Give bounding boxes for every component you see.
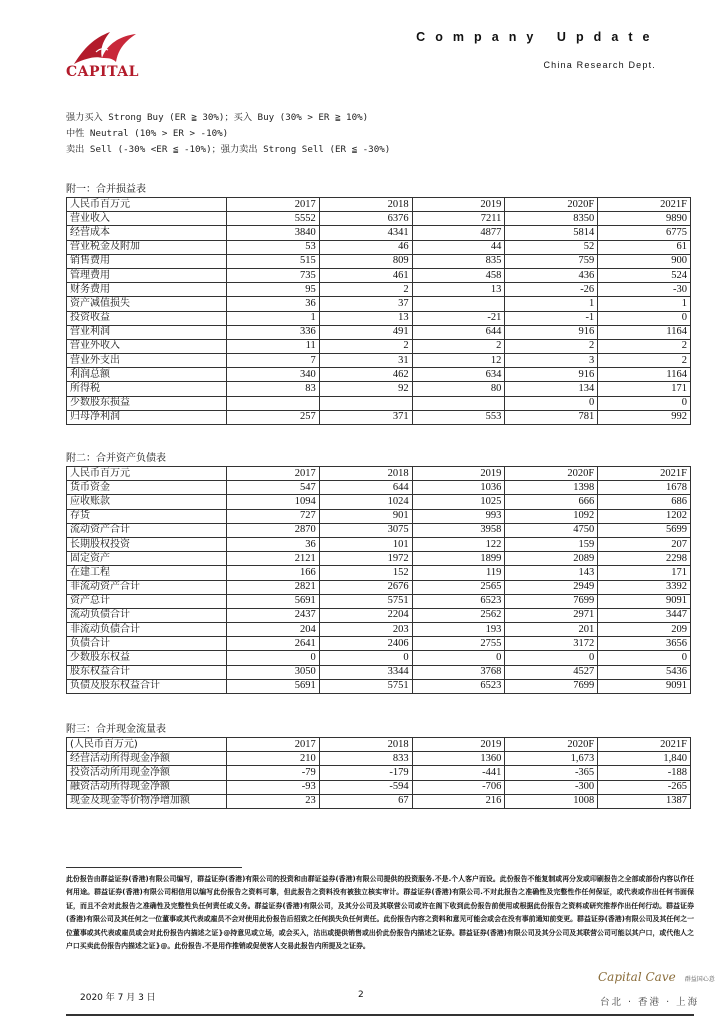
table-cell: 340 — [227, 368, 320, 382]
table-cell: 553 — [412, 410, 505, 424]
year-header: 2020F — [505, 198, 598, 212]
table-cell: 4877 — [412, 226, 505, 240]
table-cell: 1094 — [227, 495, 320, 509]
table-cell: -365 — [505, 766, 598, 780]
table-cell: 80 — [412, 382, 505, 396]
table-cell: 2562 — [412, 608, 505, 622]
table-cell: 2 — [505, 339, 598, 353]
table-header-row — [67, 467, 691, 481]
table-caption: 附三：合并现金流量表 — [66, 724, 166, 735]
table-cell: -26 — [505, 283, 598, 297]
table-cell: 9091 — [598, 594, 691, 608]
table-cell: 1202 — [598, 509, 691, 523]
row-label: 营业利润 — [67, 325, 227, 339]
table-cell: 2437 — [227, 608, 320, 622]
year-header: 2020F — [505, 467, 598, 481]
table-cell: 119 — [412, 566, 505, 580]
financial-table — [66, 737, 691, 809]
table-cell: 1,840 — [598, 752, 691, 766]
table-row — [67, 382, 691, 396]
year-header: 2018 — [319, 467, 412, 481]
table-cell: -1 — [505, 311, 598, 325]
table-cell: 2 — [319, 339, 412, 353]
table-cell: 992 — [598, 410, 691, 424]
table-cell: 1025 — [412, 495, 505, 509]
table-row — [67, 268, 691, 282]
bird-logo-icon — [66, 28, 140, 68]
table-cell: 634 — [412, 368, 505, 382]
table-row — [67, 212, 691, 226]
year-header: 2021F — [598, 467, 691, 481]
table-header-row — [67, 198, 691, 212]
income-statement — [66, 183, 690, 425]
row-label: 所得税 — [67, 382, 227, 396]
table-cell: 6376 — [319, 212, 412, 226]
table-cell: 3344 — [319, 665, 412, 679]
table-row — [67, 608, 691, 622]
year-header: 2019 — [412, 198, 505, 212]
table-cell: 0 — [319, 651, 412, 665]
table-cell: 52 — [505, 240, 598, 254]
table-cell: 1164 — [598, 325, 691, 339]
financial-table — [66, 197, 691, 425]
table-cell: 5436 — [598, 665, 691, 679]
table-row — [67, 566, 691, 580]
row-label: 负债及股东权益合计 — [67, 679, 227, 693]
table-cell: 209 — [598, 623, 691, 637]
table-row — [67, 752, 691, 766]
row-label: 营业外收入 — [67, 339, 227, 353]
table-cell: 3840 — [227, 226, 320, 240]
year-header: 2021F — [598, 198, 691, 212]
table-cell: 5691 — [227, 594, 320, 608]
table-cell: 2406 — [319, 637, 412, 651]
table-cell: 152 — [319, 566, 412, 580]
table-cell: 2298 — [598, 552, 691, 566]
table-cell: 1 — [598, 297, 691, 311]
table-cell: 83 — [227, 382, 320, 396]
table-cell: 5751 — [319, 594, 412, 608]
table-cell: 9890 — [598, 212, 691, 226]
row-label: 应收账款 — [67, 495, 227, 509]
table-header-row — [67, 738, 691, 752]
row-label: 少数股东损益 — [67, 396, 227, 410]
table-cell: 1 — [505, 297, 598, 311]
table-cell: 666 — [505, 495, 598, 509]
table-cell: 2949 — [505, 580, 598, 594]
table-cell: 7211 — [412, 212, 505, 226]
year-header: 2018 — [319, 198, 412, 212]
table-cell: 134 — [505, 382, 598, 396]
table-cell: 2 — [598, 339, 691, 353]
table-cell: 5814 — [505, 226, 598, 240]
cash-flow-statement — [66, 723, 690, 809]
financial-table — [66, 466, 691, 694]
table-cell: 833 — [319, 752, 412, 766]
table-cell: 1387 — [598, 794, 691, 808]
year-header: 2019 — [412, 738, 505, 752]
year-header: 2021F — [598, 738, 691, 752]
table-row — [67, 780, 691, 794]
row-label: 货币资金 — [67, 481, 227, 495]
table-cell: 524 — [598, 268, 691, 282]
row-label: 存货 — [67, 509, 227, 523]
table-cell: -179 — [319, 766, 412, 780]
rating-line-buy: 强力买入 Strong Buy (ER ≧ 30%)；买入 Buy (30% > ER ≧ 10%) — [66, 112, 369, 123]
table-row — [67, 368, 691, 382]
table-cell: 491 — [319, 325, 412, 339]
table-cell: 644 — [319, 481, 412, 495]
table-cell: 3050 — [227, 665, 320, 679]
year-header: 2017 — [227, 467, 320, 481]
row-label: 经营活动所得现金净额 — [67, 752, 227, 766]
table-cell: 201 — [505, 623, 598, 637]
table-row — [67, 354, 691, 368]
table-cell: 6523 — [412, 679, 505, 693]
row-label: 现金及现金等价物净增加额 — [67, 794, 227, 808]
department-subtitle: China Research Dept. — [543, 60, 656, 70]
table-cell: 1092 — [505, 509, 598, 523]
row-label: 营业外支出 — [67, 354, 227, 368]
table-cell: 686 — [598, 495, 691, 509]
table-cell: 1 — [227, 311, 320, 325]
table-cell: 122 — [412, 537, 505, 551]
table-cell: 3 — [505, 354, 598, 368]
table-cell: 3075 — [319, 523, 412, 537]
table-cell: 458 — [412, 268, 505, 282]
table-row — [67, 523, 691, 537]
table-row — [67, 679, 691, 693]
table-cell: 1008 — [505, 794, 598, 808]
row-label: 投资活动所用现金净额 — [67, 766, 227, 780]
table-row — [67, 311, 691, 325]
table-caption: 附一：合并损益表 — [66, 184, 146, 195]
table-cell: 216 — [412, 794, 505, 808]
table-cell: 1972 — [319, 552, 412, 566]
table-cell: -30 — [598, 283, 691, 297]
row-label: 销售费用 — [67, 254, 227, 268]
table-row — [67, 637, 691, 651]
table-cell: -79 — [227, 766, 320, 780]
table-row — [67, 226, 691, 240]
table-cell — [412, 396, 505, 410]
row-label: 资产总计 — [67, 594, 227, 608]
unit-label: 人民币百万元 — [67, 467, 227, 481]
page-number: 2 — [358, 990, 364, 1000]
table-cell: 371 — [319, 410, 412, 424]
table-cell: 36 — [227, 537, 320, 551]
table-cell: 0 — [505, 396, 598, 410]
table-cell: 204 — [227, 623, 320, 637]
table-cell: 12 — [412, 354, 505, 368]
row-label: 利润总额 — [67, 368, 227, 382]
table-cell: 727 — [227, 509, 320, 523]
table-cell: 2 — [319, 283, 412, 297]
year-header: 2018 — [319, 738, 412, 752]
table-row — [67, 339, 691, 353]
table-cell: 1,673 — [505, 752, 598, 766]
table-row — [67, 665, 691, 679]
brand-cn: 群益国心意 — [684, 976, 715, 983]
year-header: 2017 — [227, 198, 320, 212]
footnote-rule — [66, 867, 242, 868]
row-label: 流动资产合计 — [67, 523, 227, 537]
table-row — [67, 240, 691, 254]
brand-script: Capital Cave — [598, 970, 676, 984]
table-cell: 0 — [598, 311, 691, 325]
table-row — [67, 495, 691, 509]
table-cell: 1360 — [412, 752, 505, 766]
table-cell: 6523 — [412, 594, 505, 608]
table-row — [67, 766, 691, 780]
office-cities: 台北 · 香港 · 上海 — [600, 997, 700, 1008]
table-cell: 515 — [227, 254, 320, 268]
table-cell: 95 — [227, 283, 320, 297]
table-cell: 1398 — [505, 481, 598, 495]
table-cell: -300 — [505, 780, 598, 794]
table-cell: 336 — [227, 325, 320, 339]
table-cell: -594 — [319, 780, 412, 794]
table-cell: 2870 — [227, 523, 320, 537]
table-cell: 4750 — [505, 523, 598, 537]
table-row — [67, 297, 691, 311]
table-cell: 37 — [319, 297, 412, 311]
table-cell: 101 — [319, 537, 412, 551]
table-row — [67, 651, 691, 665]
table-cell: 0 — [227, 651, 320, 665]
table-cell: 735 — [227, 268, 320, 282]
year-header: 2017 — [227, 738, 320, 752]
table-cell: 2089 — [505, 552, 598, 566]
table-cell: 44 — [412, 240, 505, 254]
table-cell: 2641 — [227, 637, 320, 651]
table-cell: -188 — [598, 766, 691, 780]
table-cell: 171 — [598, 382, 691, 396]
table-cell: 6775 — [598, 226, 691, 240]
rating-line-neutral: 中性 Neutral (10% > ER > -10%) — [66, 128, 229, 139]
table-cell: 31 — [319, 354, 412, 368]
table-cell: 1899 — [412, 552, 505, 566]
table-cell: 547 — [227, 481, 320, 495]
footer-rule — [66, 1014, 694, 1016]
table-cell: 2565 — [412, 580, 505, 594]
table-row — [67, 325, 691, 339]
row-label: 投资收益 — [67, 311, 227, 325]
table-cell: 36 — [227, 297, 320, 311]
table-cell: 159 — [505, 537, 598, 551]
table-cell: 0 — [598, 651, 691, 665]
rating-line-sell: 卖出 Sell (-30% <ER ≦ -10%)；强力卖出 Strong Sell (ER ≦ -30%) — [66, 144, 391, 155]
table-cell: 993 — [412, 509, 505, 523]
table-row — [67, 794, 691, 808]
row-label: 固定资产 — [67, 552, 227, 566]
table-cell: 7 — [227, 354, 320, 368]
row-label: 在建工程 — [67, 566, 227, 580]
table-row — [67, 580, 691, 594]
table-cell: 23 — [227, 794, 320, 808]
row-label: 财务费用 — [67, 283, 227, 297]
table-cell: -93 — [227, 780, 320, 794]
table-cell: 3392 — [598, 580, 691, 594]
table-cell — [412, 297, 505, 311]
table-cell: 2971 — [505, 608, 598, 622]
table-cell: 4341 — [319, 226, 412, 240]
table-cell: 2204 — [319, 608, 412, 622]
ratings-legend — [66, 110, 390, 158]
table-row — [67, 623, 691, 637]
table-row — [67, 552, 691, 566]
table-row — [67, 254, 691, 268]
row-label: 股东权益合计 — [67, 665, 227, 679]
table-cell: 2821 — [227, 580, 320, 594]
table-cell — [227, 396, 320, 410]
capital-care-logo — [598, 966, 715, 985]
row-label: 营业税金及附加 — [67, 240, 227, 254]
table-cell: 4527 — [505, 665, 598, 679]
unit-label: (人民币百万元) — [67, 738, 227, 752]
row-label: 长期股权投资 — [67, 537, 227, 551]
row-label: 少数股东权益 — [67, 651, 227, 665]
logo-wordmark: CAPITAL — [66, 64, 139, 80]
table-cell: 900 — [598, 254, 691, 268]
table-cell: 61 — [598, 240, 691, 254]
table-cell: 835 — [412, 254, 505, 268]
table-cell: 13 — [319, 311, 412, 325]
table-cell: 9091 — [598, 679, 691, 693]
table-row — [67, 509, 691, 523]
year-header: 2020F — [505, 738, 598, 752]
table-cell: 5691 — [227, 679, 320, 693]
table-row — [67, 283, 691, 297]
table-cell: 7699 — [505, 679, 598, 693]
table-cell: 2121 — [227, 552, 320, 566]
table-cell: 916 — [505, 368, 598, 382]
table-cell: 1024 — [319, 495, 412, 509]
table-row — [67, 537, 691, 551]
table-cell: 462 — [319, 368, 412, 382]
row-label: 归母净利润 — [67, 410, 227, 424]
report-type-title: C o m p a n y U p d a t e — [416, 30, 654, 44]
table-cell: 257 — [227, 410, 320, 424]
table-cell: 916 — [505, 325, 598, 339]
balance-sheet — [66, 452, 690, 694]
table-cell: 1678 — [598, 481, 691, 495]
row-label: 非流动资产合计 — [67, 580, 227, 594]
table-cell: 781 — [505, 410, 598, 424]
table-cell: 5699 — [598, 523, 691, 537]
table-cell: 3172 — [505, 637, 598, 651]
table-cell: 0 — [505, 651, 598, 665]
table-cell: 8350 — [505, 212, 598, 226]
row-label: 非流动负债合计 — [67, 623, 227, 637]
table-cell: 2676 — [319, 580, 412, 594]
table-cell: 166 — [227, 566, 320, 580]
table-cell: 203 — [319, 623, 412, 637]
table-cell: 7699 — [505, 594, 598, 608]
table-cell: 92 — [319, 382, 412, 396]
table-cell: -21 — [412, 311, 505, 325]
table-cell: 5751 — [319, 679, 412, 693]
table-row — [67, 594, 691, 608]
table-cell: 0 — [598, 396, 691, 410]
table-cell: 3768 — [412, 665, 505, 679]
table-cell: 46 — [319, 240, 412, 254]
table-cell: 3656 — [598, 637, 691, 651]
table-cell: 143 — [505, 566, 598, 580]
table-cell: 436 — [505, 268, 598, 282]
table-row — [67, 481, 691, 495]
table-cell: 2 — [598, 354, 691, 368]
table-cell: 207 — [598, 537, 691, 551]
table-cell: 11 — [227, 339, 320, 353]
row-label: 资产减值损失 — [67, 297, 227, 311]
table-cell: 210 — [227, 752, 320, 766]
row-label: 营业收入 — [67, 212, 227, 226]
table-cell: -441 — [412, 766, 505, 780]
year-header: 2019 — [412, 467, 505, 481]
table-cell — [319, 396, 412, 410]
table-row — [67, 410, 691, 424]
disclaimer-text: 此份报告由群益证券(香港)有限公司编写，群益证券(香港)有限公司的投资和由群证益券(香港)有限公司提供的投资服务.不是.个人客户而设。此份报告不能复制或再分发或印刷报告之全部或部份内容以作任何用途。群益证券(香港)有限公司相信用以编写此份报告之资料可靠，但此报告之资料没有被独立核实审计。群益证券(香港)有限公司.不对此报告之准确性及完整性作任何保证，或代表或作出任何书面保证，而且不会对此报告之准确性及完整性负任何责任或义务。群益证券(香港)有限公司，及其分公司及其联营公司或许在阁下收到此份报告前使用或根据此份报告之资料或研究推荐作出任何行动。群益证券(香港)有限公司及其任何之一位董事或其代表或雇员不会对使用此份报告后招致之任何损失负任何责任。此份报告内容之资料和意见可能会或会在没有事前通知前变更。群益证券(香港)有限公司及其任何之一位董事或其代表或雇员或会对此份报告内描述之证}@持意见或立场，或会买入，沽出或提供销售或出价此份报告内描述之证券。群益证券(香港)有限公司及其分公司及其联营公司可能以其户口，或代他人之户口买卖此份报告内描述之证}@。此份报告.不是用作推销或促使客人交易此报告内所提及之证券。 — [66, 875, 694, 951]
table-cell: 3447 — [598, 608, 691, 622]
table-cell: 1036 — [412, 481, 505, 495]
table-cell: 5552 — [227, 212, 320, 226]
table-cell: 759 — [505, 254, 598, 268]
table-cell: 461 — [319, 268, 412, 282]
table-caption: 附二：合并资产负债表 — [66, 453, 166, 464]
row-label: 经营成本 — [67, 226, 227, 240]
table-cell: 67 — [319, 794, 412, 808]
table-cell: 171 — [598, 566, 691, 580]
report-date: 2020 年 7 月 3 日 — [80, 993, 156, 1003]
row-label: 融资活动所得现金净额 — [67, 780, 227, 794]
table-cell: 3958 — [412, 523, 505, 537]
table-cell: 193 — [412, 623, 505, 637]
table-cell: 13 — [412, 283, 505, 297]
row-label: 负债合计 — [67, 637, 227, 651]
table-cell: 1164 — [598, 368, 691, 382]
table-cell: 901 — [319, 509, 412, 523]
table-cell: 809 — [319, 254, 412, 268]
table-cell: 2755 — [412, 637, 505, 651]
row-label: 流动负债合计 — [67, 608, 227, 622]
table-cell: -265 — [598, 780, 691, 794]
table-cell: 53 — [227, 240, 320, 254]
table-row — [67, 396, 691, 410]
unit-label: 人民币百万元 — [67, 198, 227, 212]
row-label: 管理费用 — [67, 268, 227, 282]
table-cell: 2 — [412, 339, 505, 353]
table-cell: 0 — [412, 651, 505, 665]
table-cell: 644 — [412, 325, 505, 339]
table-cell: -706 — [412, 780, 505, 794]
